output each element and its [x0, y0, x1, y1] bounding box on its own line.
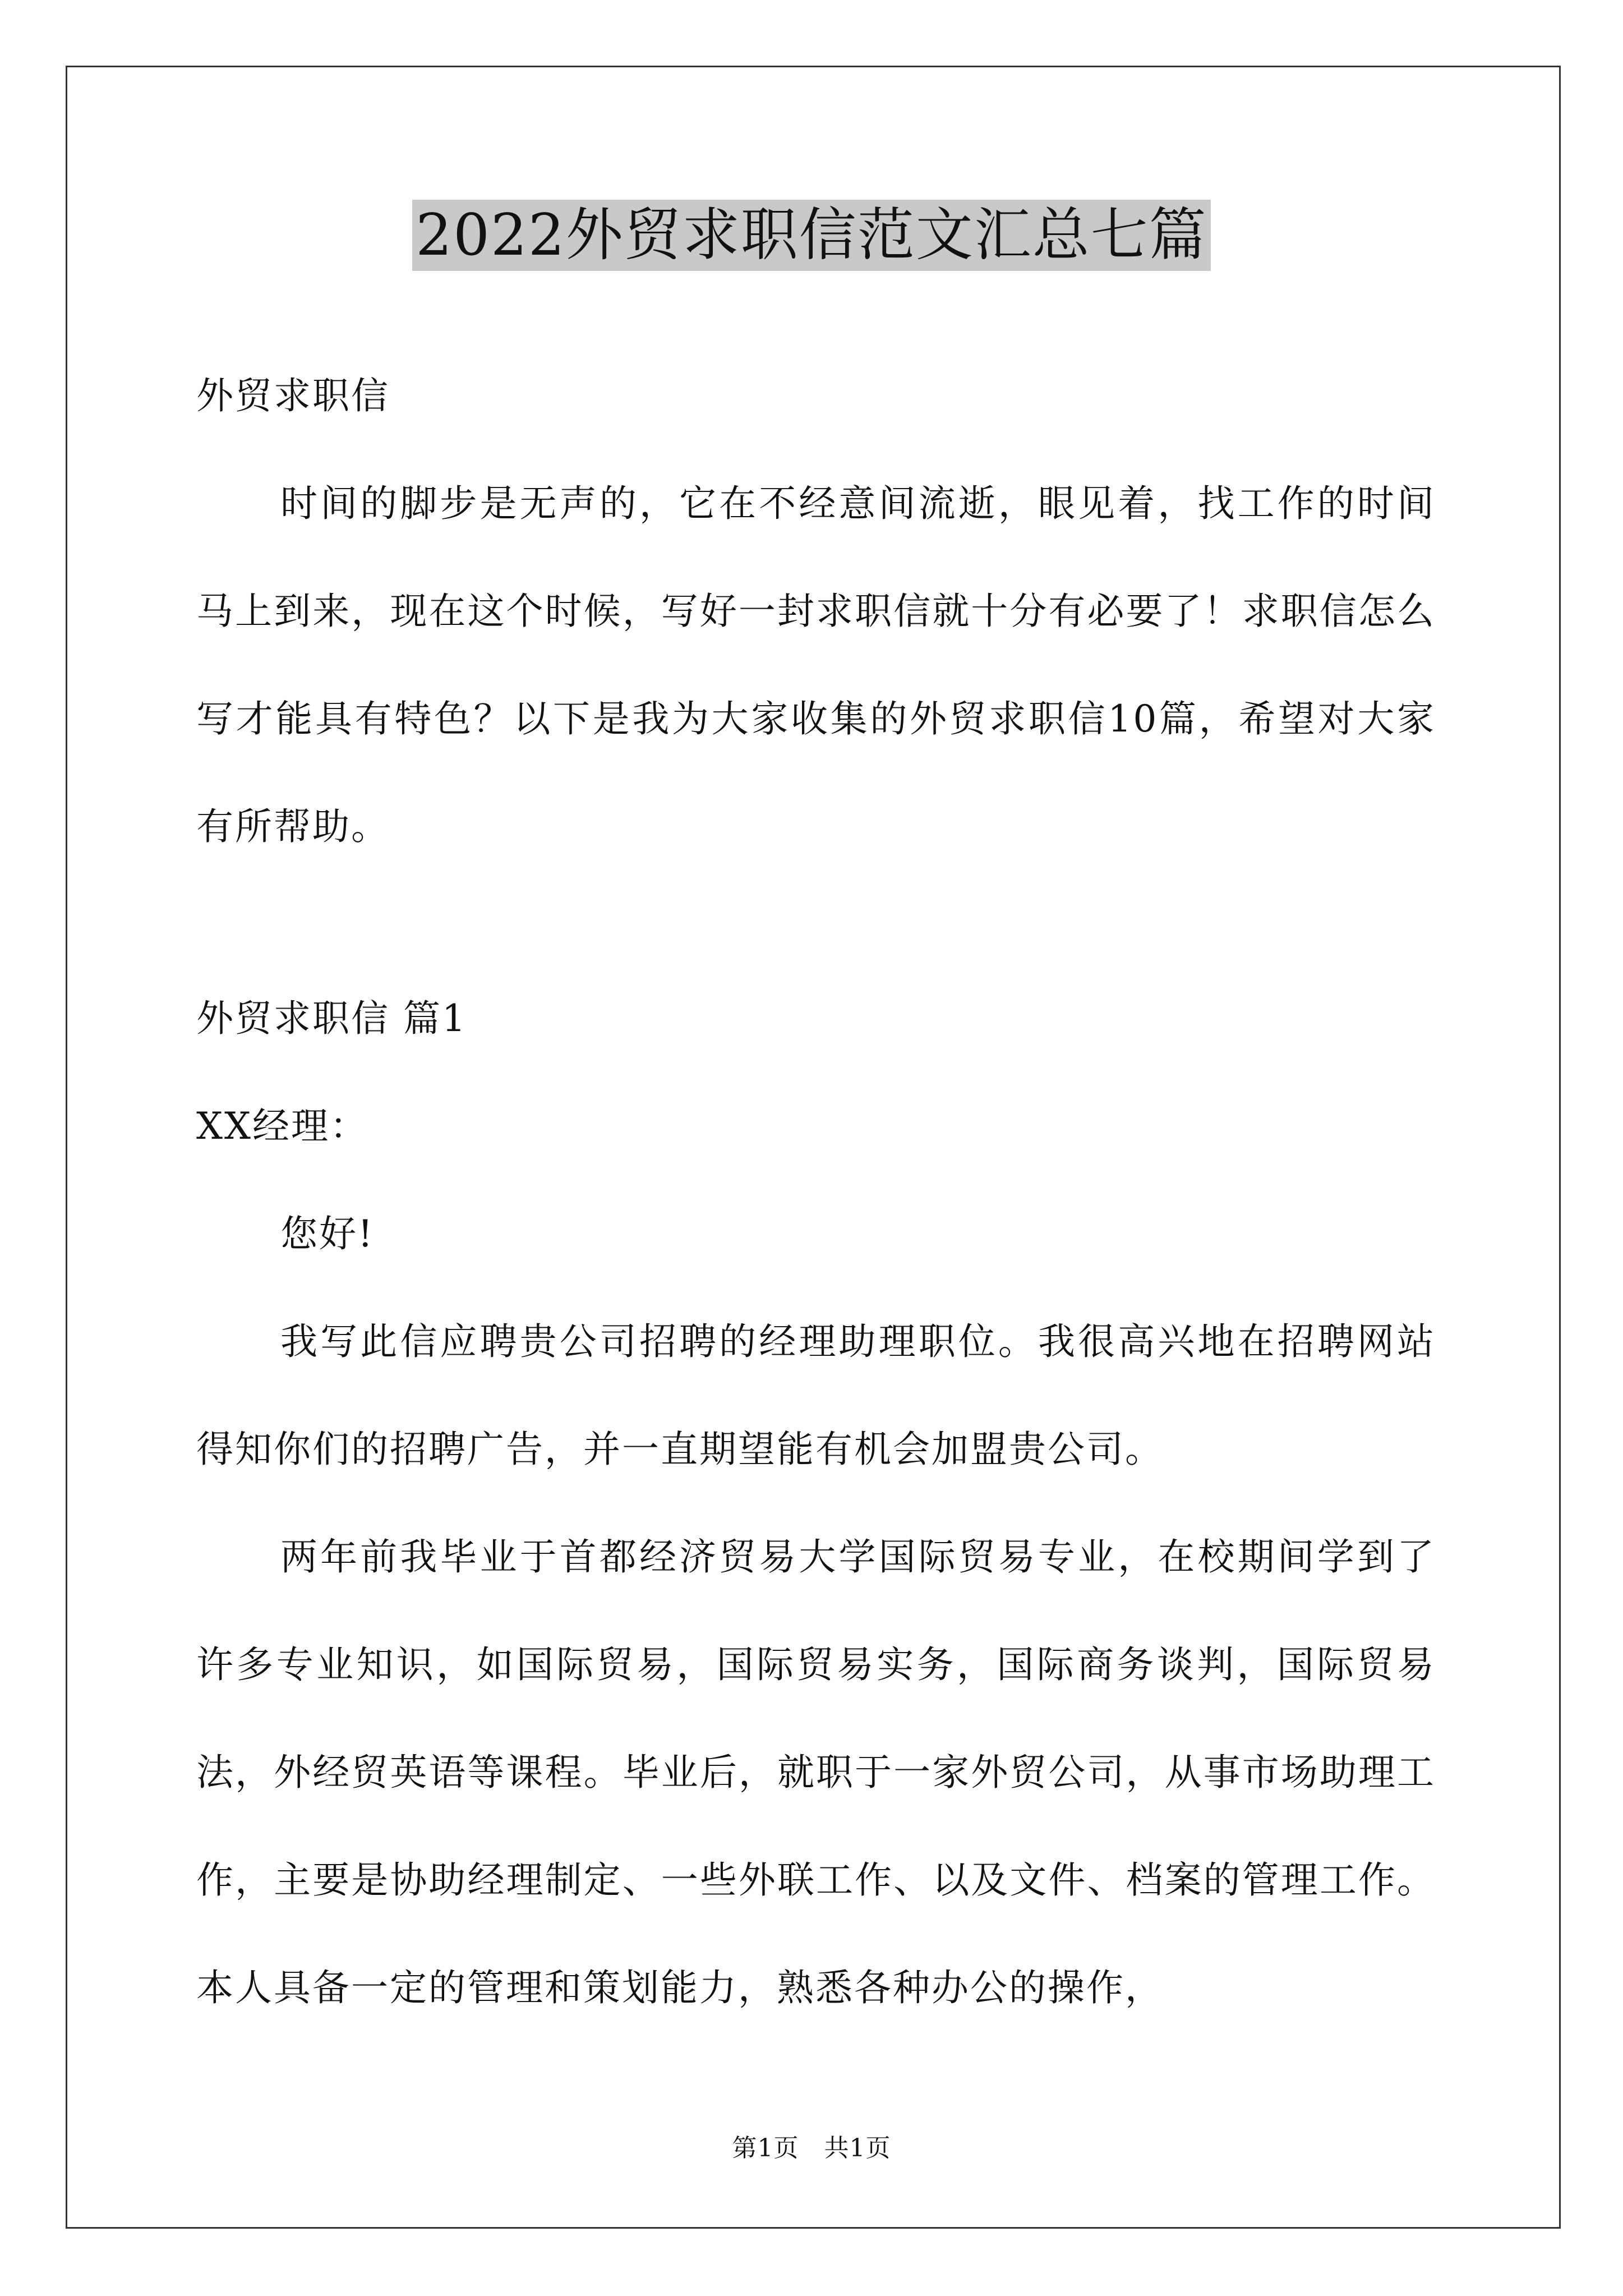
- spacer: [196, 881, 1436, 965]
- document-body: [196, 342, 1436, 2042]
- section-heading: 外贸求职信: [196, 374, 390, 417]
- page-title: [0, 196, 1623, 275]
- body-paragraph-1: 我写此信应聘贵公司招聘的经理助理职位。我很高兴地在招聘网站得知你们的招聘广告，并一直期望能有机会加盟贵公司。: [196, 1320, 1436, 1471]
- letter-heading: 外贸求职信 篇1: [196, 997, 467, 1040]
- intro-paragraph: 时间的脚步是无声的，它在不经意间流逝，眼见着，找工作的时间马上到来，现在这个时候，写好一封求职信就十分有必要了！求职信怎么写才能具有特色？以下是我为大家收集的外贸求职信10篇，希望对大家有所帮助。: [196, 482, 1436, 848]
- body-paragraph-2: 两年前我毕业于首都经济贸易大学国际贸易专业，在校期间学到了许多专业知识，如国际贸易，国际贸易实务，国际商务谈判，国际贸易法，外经贸英语等课程。毕业后，就职于一家外贸公司，从事市场助理工作，主要是协助经理制定、一些外联工作、以及文件、档案的管理工作。本人具备一定的管理和策划能力，熟悉各种办公的操作，: [196, 1535, 1436, 2009]
- greeting: 您好!: [280, 1212, 375, 1255]
- page-title-text: 2022外贸求职信范文汇总七篇: [412, 200, 1211, 271]
- salutation: XX经理：: [196, 1105, 368, 1148]
- page-footer: 第1页 共1页: [732, 2134, 891, 2162]
